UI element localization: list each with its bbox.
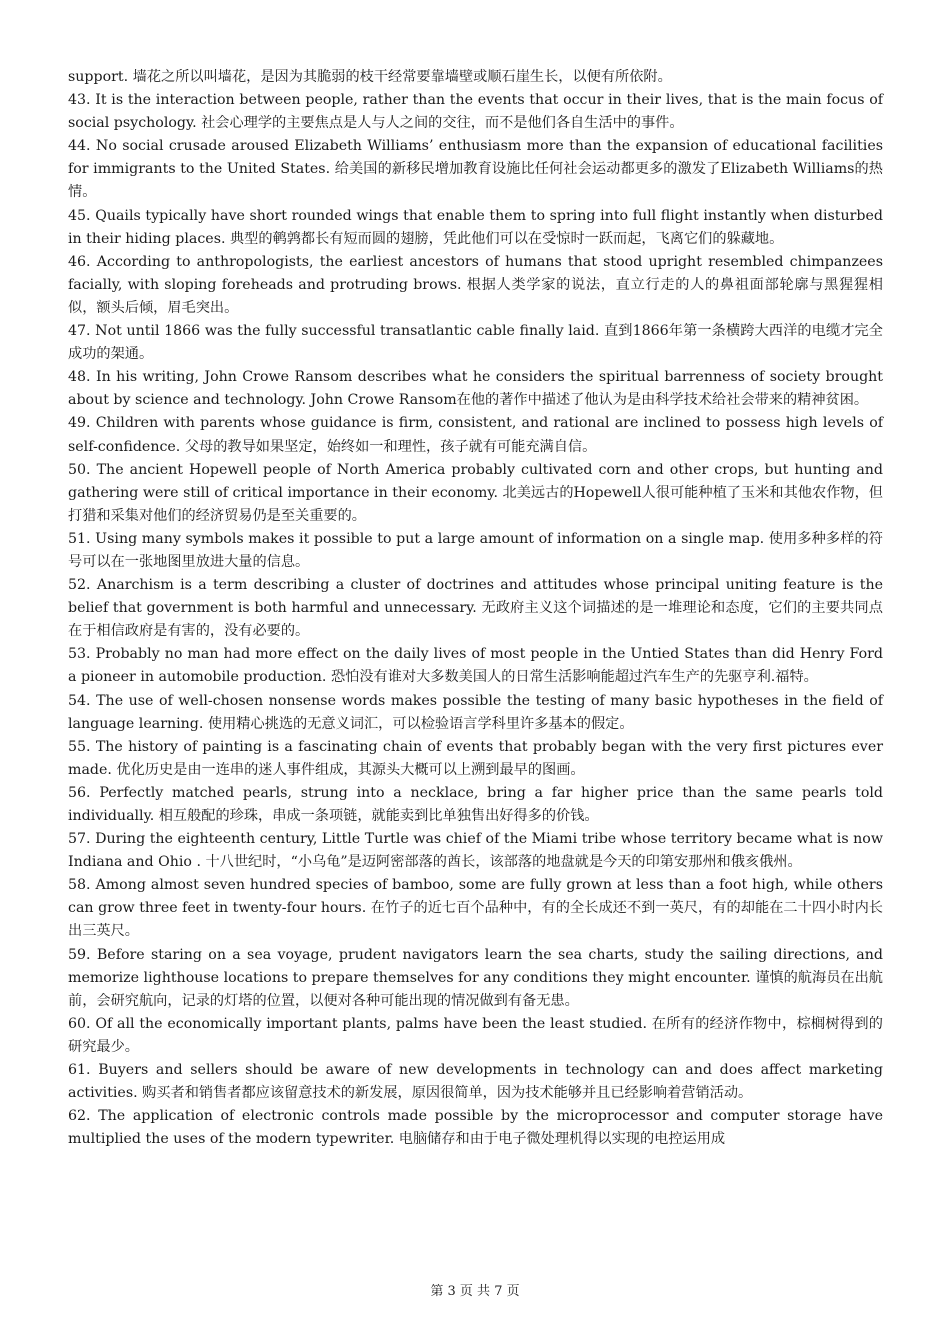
sentence-43: 43. It is the interaction between people, rather than the events that occur in their lives, that is the main focus of social psychology. 社会心理学的主要焦点是人与人之间的交往，而不是他们各自生活中的事件。 [68, 92, 883, 132]
sentence-45: 45. Quails typically have short rounded wings that enable them to spring into full flight instantly when disturbed in their hiding places. 典型的鹌鹑都长有短而圆的翅膀，凭此他们可以在受惊时一跃而起，飞离它们的躲藏地。 [68, 207, 883, 247]
sentence-53: 53. Probably no man had more effect on the daily lives of most people in the Untied States than did Henry Ford a pioneer in automobile production. 恐怕没有谁对大多数美国人的日常生活影响能超过汽车生产的先驱亨利.福特。 [68, 646, 883, 686]
page-footer: 第 3 页 共 7 页 [430, 1284, 520, 1299]
lead-line: support. 墙花之所以叫墙花，是因为其脆弱的枝干经常要靠墙壁或顺石崖生长，以便有所依附。 [68, 69, 672, 85]
sentence-61: 61. Buyers and sellers should be aware of new developments in technology can and does affect marketing activities. 购买者和销售者都应该留意技术的新发展，原因很简单，因为技术能够并且已经影响着营销活动。 [68, 1062, 883, 1102]
sentence-48: 48. In his writing, John Crowe Ransom describes what he considers the spiritual barrenness of society brought about by science and technology. John Crowe Ransom在他的著作中描述了他认为是由科学技术给社会带来的精神贫困。 [68, 369, 883, 409]
document-body [68, 66, 883, 1151]
sentence-57: 57. During the eighteenth century, Little Turtle was chief of the Miami tribe whose territory became what is now Indiana and Ohio . 十八世纪时，“小乌龟”是迈阿密部落的酋长，该部落的地盘就是今天的印第安那州和俄亥俄州。 [68, 831, 883, 871]
sentence-56: 56. Perfectly matched pearls, strung into a necklace, bring a far higher price than the same pearls told individually. 相互般配的珍珠，串成一条项链，就能卖到比单独售出好得多的价钱。 [68, 784, 883, 824]
sentence-47: 47. Not until 1866 was the fully successful transatlantic cable finally laid. 直到1866年第一条横跨大西洋的电缆才完全成功的架通。 [68, 323, 883, 363]
sentence-49: 49. Children with parents whose guidance is firm, consistent, and rational are inclined to possess high levels of self-confidence. 父母的教导如果坚定，始终如一和理性，孩子就有可能充满自信。 [68, 415, 883, 455]
sentence-60: 60. Of all the economically important plants, palms have been the least studied. 在所有的经济作物中，棕榈树得到的研究最少。 [68, 1015, 883, 1055]
sentence-54: 54. The use of well-chosen nonsense words makes possible the testing of many basic hypotheses in the field of language learning. 使用精心挑选的无意义词汇，可以检验语言学科里许多基本的假定。 [68, 692, 883, 732]
sentence-44: 44. No social crusade aroused Elizabeth Williams’ enthusiasm more than the expansion of educational facilities for immigrants to the United States. 给美国的新移民增加教育设施比任何社会运动都更多的激发了Elizabeth Williams的热情。 [68, 138, 883, 201]
sentence-46: 46. According to anthropologists, the earliest ancestors of humans that stood upright resembled chimpanzees facially, with sloping foreheads and protruding brows. 根据人类学家的说法，直立行走的人的鼻祖面部轮廓与黑猩猩相似，额头后倾，眉毛突出。 [68, 253, 883, 316]
sentence-58: 58. Among almost seven hundred species of bamboo, some are fully grown at less than a foot high, while others can grow three feet in twenty-four hours. 在竹子的近七百个品种中，有的全长成还不到一英尺，有的却能在二十四小时内长出三英尺。 [68, 877, 883, 940]
sentence-62: 62. The application of electronic controls made possible by the microprocessor and computer storage have multiplied the uses of the modern typewriter. 电脑储存和由于电子微处理机得以实现的电控运用成 [68, 1108, 883, 1148]
sentence-51: 51. Using many symbols makes it possible to put a large amount of information on a single map. 使用多种多样的符号可以在一张地图里放进大量的信息。 [68, 530, 883, 570]
sentence-55: 55. The history of painting is a fascinating chain of events that probably began with the very first pictures ever made. 优化历史是由一连串的迷人事件组成，其源头大概可以上溯到最早的图画。 [68, 738, 883, 778]
sentence-52: 52. Anarchism is a term describing a cluster of doctrines and attitudes whose principal uniting feature is the belief that government is both harmful and unnecessary. 无政府主义这个词描述的是一堆理论和态度，它们的主要共同点在于相信政府是有害的，没有必要的。 [68, 577, 883, 640]
sentence-59: 59. Before staring on a sea voyage, prudent navigators learn the sea charts, study the sailing directions, and memorize lighthouse locations to prepare themselves for any conditions they might encounter. 谨慎的航海员在出航前，会研究航向，记录的灯塔的位置，以便对各种可能出现的情况做到有备无患。 [68, 946, 883, 1009]
sentence-50: 50. The ancient Hopewell people of North America probably cultivated corn and other crops, but hunting and gathering were still of critical importance in their economy. 北美远古的Hopewell人很可能种植了玉米和其他农作物，但打猎和采集对他们的经济贸易仍是至关重要的。 [68, 461, 883, 524]
